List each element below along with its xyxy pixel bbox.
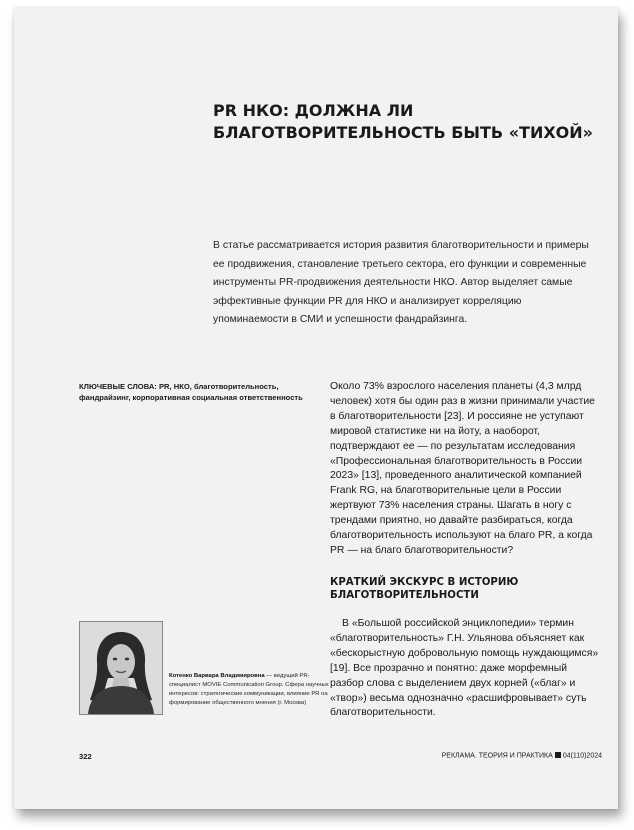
author-portrait-icon — [80, 622, 162, 714]
page-number: 322 — [79, 752, 92, 761]
journal-footer — [410, 752, 602, 760]
article-abstract: В статье рассматривается история развития благотворительности и примеры ее продвижения, становление третьего сектора, его функции и современные инструменты PR-продвижения деятельности НКО. Автор выделяет самые эффективные функции PR для НКО и анализирует корреляцию упоминаемости в СМИ и успешности фандрайзинга. — [213, 240, 589, 325]
article-title — [213, 100, 593, 144]
square-bullet-icon — [555, 752, 561, 758]
article-title-line-2: БЛАГОТВОРИТЕЛЬНОСТЬ БЫТЬ «ТИХОЙ» — [213, 123, 593, 142]
journal-name: РЕКЛАМА. ТЕОРИЯ И ПРАКТИКА — [441, 752, 553, 760]
journal-issue: 04(110)2024 — [562, 752, 602, 760]
author-photo — [79, 621, 163, 715]
section-heading-line-2: БЛАГОТВОРИТЕЛЬНОСТИ — [330, 590, 479, 601]
author-name: Котенко Варвара Владимировна — [169, 673, 265, 679]
author-bio — [169, 672, 339, 708]
keywords: КЛЮЧЕВЫЕ СЛОВА: PR, НКО, благотворительность, фандрайзинг, корпоративная социальная ответственность — [79, 382, 303, 402]
article-title-line-1: PR НКО: ДОЛЖНА ЛИ — [213, 101, 414, 120]
author-description: — ведущий PR-специалист MOVIE Communication Group. Сфера научных интересов: стратегические коммуникации, влияние PR на формирование общественного мнения (г. Москва) — [169, 673, 329, 706]
journal-page — [14, 8, 618, 809]
section-heading — [330, 576, 603, 602]
section-heading-line-1: КРАТКИЙ ЭКСКУРС В ИСТОРИЮ — [330, 577, 519, 588]
body-paragraph-1: Около 73% взрослого населения планеты (4,3 млрд человек) хотя бы один раз в жизни принимали участие в благотворительности [23]. И россияне не уступают мировой статистике ни на йоту, а наоборот, подтверждают ее — по результатам исследования «Профессиональная благотворительность в России 2023» [13], проведенного аналитической компанией Frank RG, на благотворительные цели в России жертвуют 73% населения страны. Шагать в ногу с трендами приятно, но давайте разбираться, когда благотворительность используют на благо PR, а когда PR — на благо благотворительности? — [330, 381, 595, 556]
body-paragraph-2: В «Большой российской энциклопедии» термин «благотворительность» Г.Н. Ульянова объясняет как «бескорыстную добровольную помощь нуждающимся» [19]. Все прозрачно и понятно: даже морфемный разбор слова с выделением двух корней («благ» и «твор») весьма однозначно «расшифровывает» суть благотворительности. — [330, 618, 599, 719]
